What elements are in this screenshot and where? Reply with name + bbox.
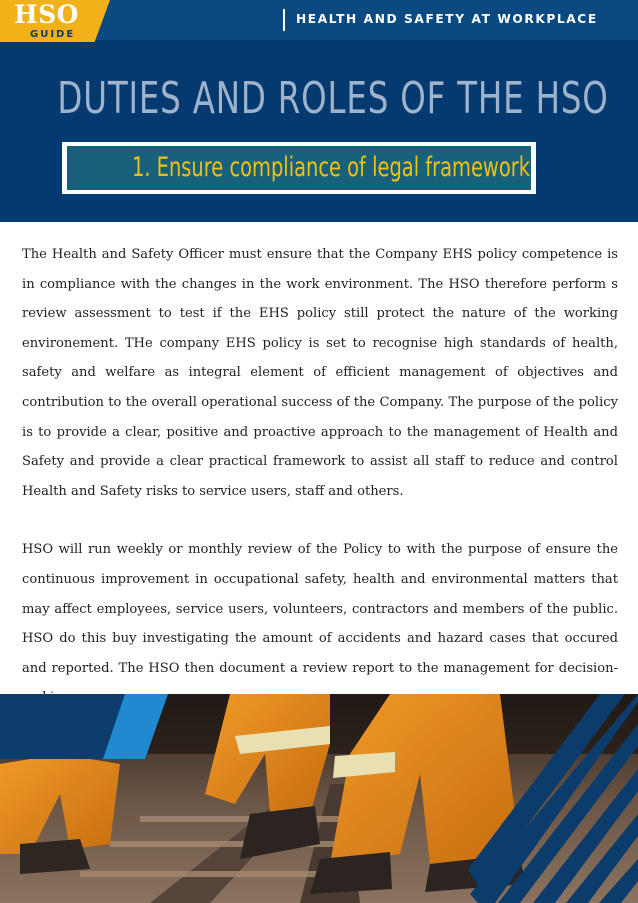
body-text — [22, 240, 618, 713]
paragraph-1: The Health and Safety Officer must ensure that the Company EHS policy competence is in compliance with the changes in the work environment. The HSO therefore perform s review assessment to test if the EHS policy still protect the nature of the working environement. THe company EHS policy is set to recognise high standards of health, safety and welfare as integral element of efficient management of objectives and contribution to the overall operational success of the Company. The purpose of the policy is to provide a clear, positive and proactive approach to the management of Health and Safety and provide a clear practical framework to assist all staff to reduce and control Health and Safety risks to service users, staff and others. — [22, 247, 618, 499]
logo-subtext: GUIDE — [30, 29, 76, 40]
page-title: DUTIES AND ROLES OF THE HSO — [57, 73, 609, 124]
section-subtitle: 1. Ensure compliance of legal framework — [131, 152, 530, 183]
header-band — [0, 0, 638, 222]
header-divider — [283, 9, 285, 31]
workers-photo — [0, 694, 638, 903]
paragraph-2: HSO will run weekly or monthly review of the Policy to with the purpose of ensure the continuous improvement in occupational safety, health and environmental matters that may affect employees, service users, volunteers, contractors and members of the public. HSO do this buy investigating the amount of accidents and hazard cases that occured and reported. The HSO then document a review report to the management for decision- — [22, 542, 618, 676]
logo-text: HSO — [14, 0, 79, 29]
running-header: HEALTH AND SAFETY AT WORKPLACE — [296, 12, 598, 26]
